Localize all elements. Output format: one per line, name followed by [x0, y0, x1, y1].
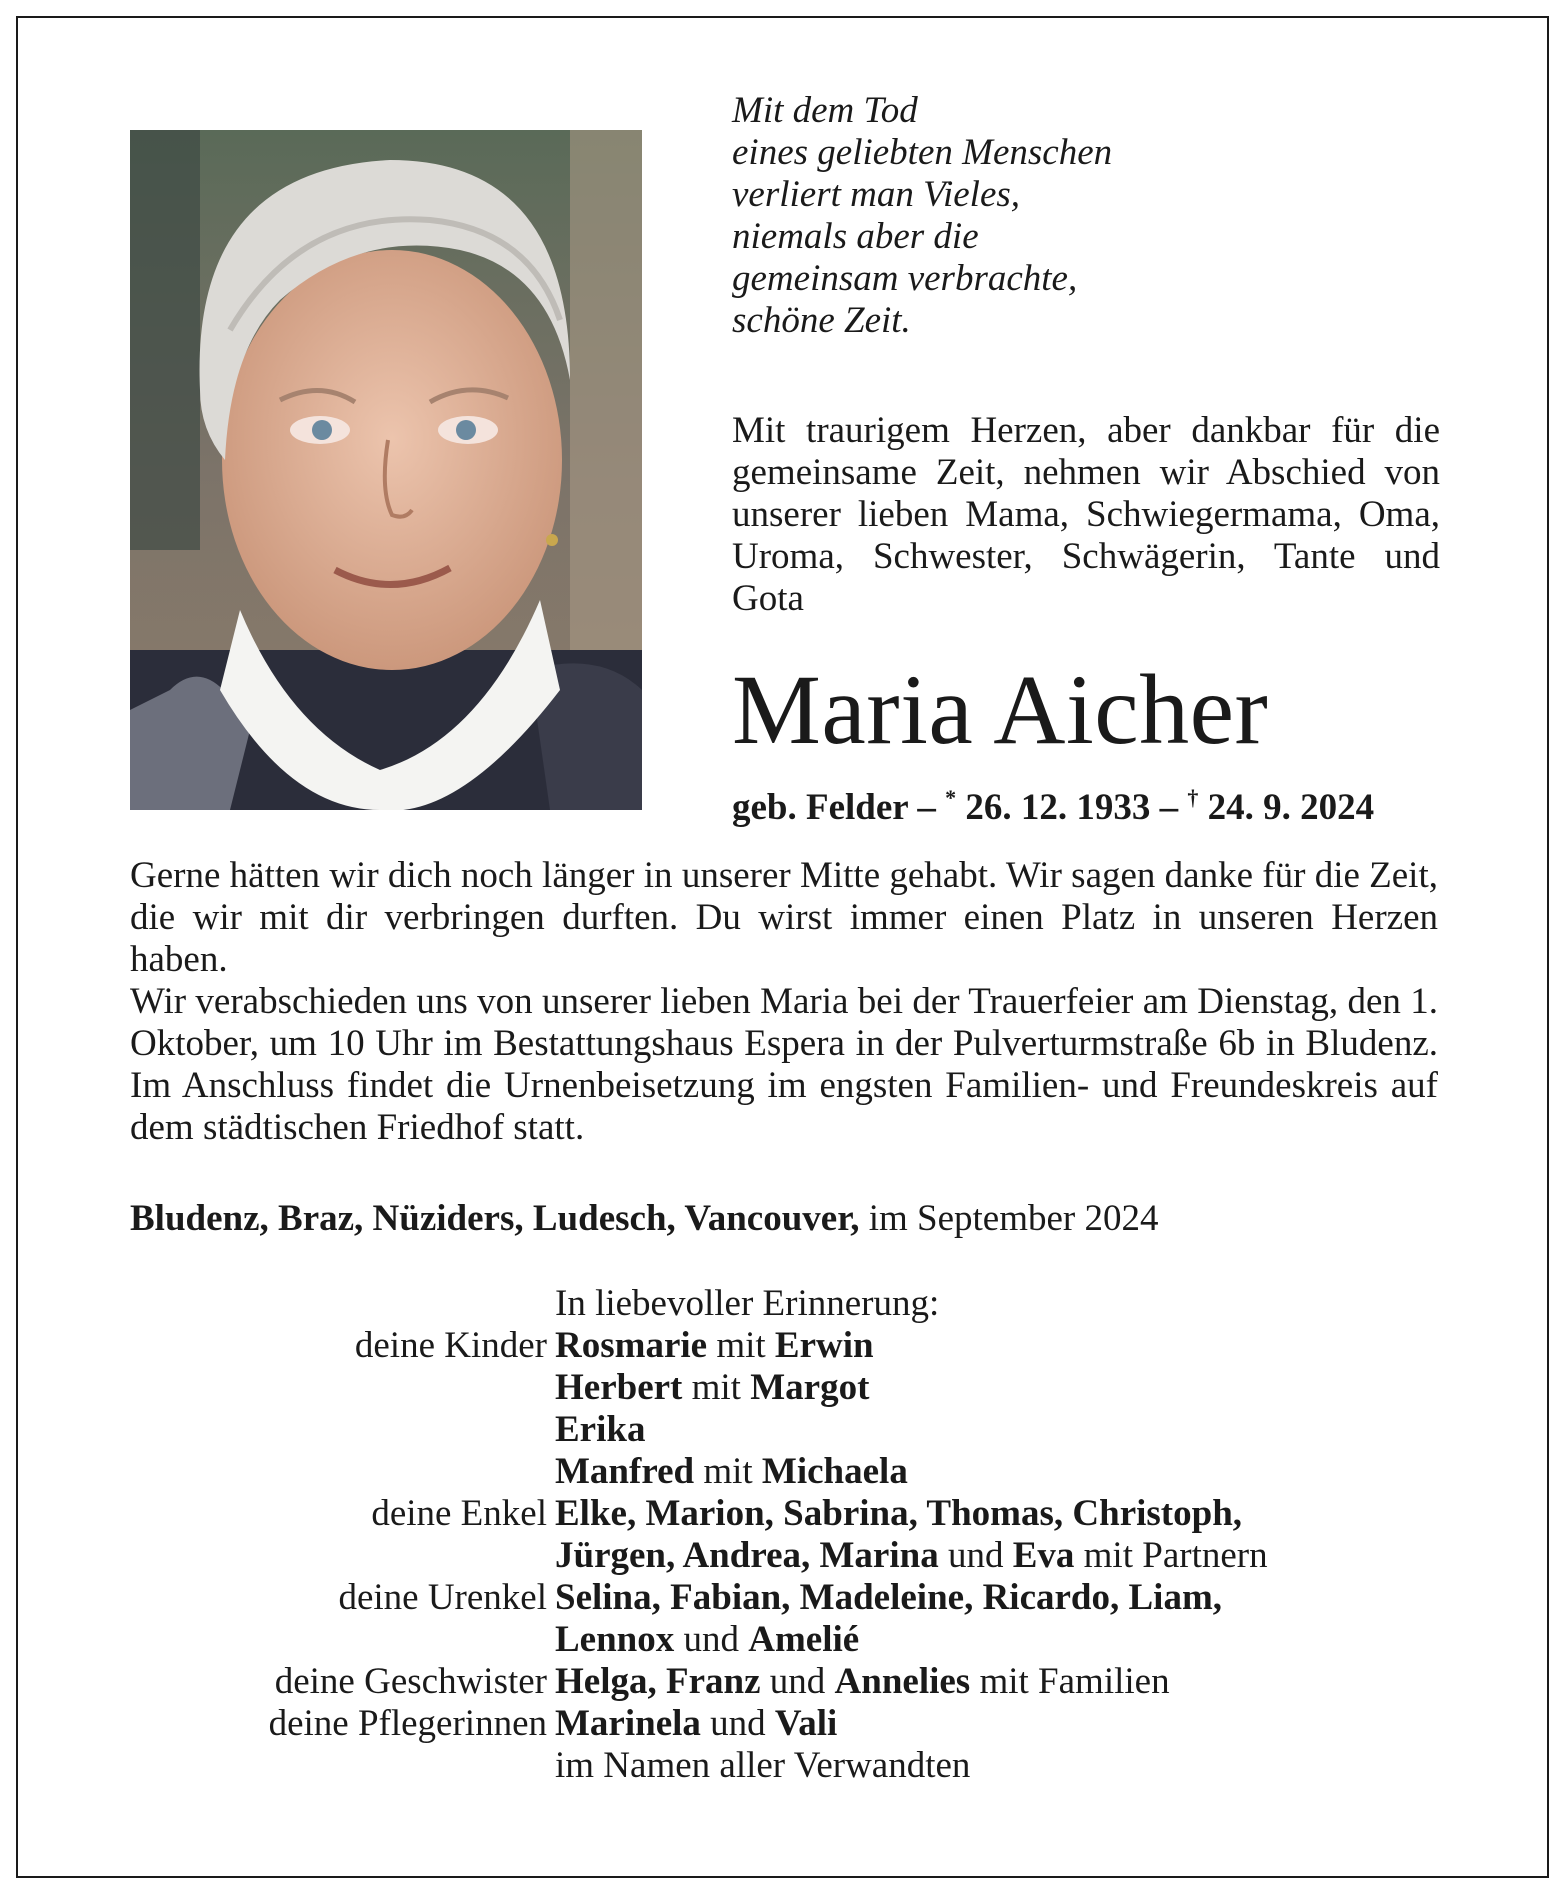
death-date: 24. 9. 2024 — [1198, 787, 1375, 828]
family-row — [130, 1619, 1450, 1661]
date-separator: – — [1150, 787, 1188, 828]
relatives-names — [555, 1619, 859, 1661]
family-row — [130, 1661, 1450, 1703]
poem-line: Mit dem Tod — [732, 90, 918, 131]
family-row — [130, 1451, 1450, 1493]
relative-name: Rosmarie — [555, 1325, 708, 1366]
poem-line: niemals aber die — [732, 216, 979, 257]
relative-name: Erwin — [774, 1325, 874, 1366]
body-paragraph: Gerne hätten wir dich noch länger in unserer Mitte gehabt. Wir sagen danke für die Zeit, die wir mit dir verbringen durften. Du wirst immer einen Platz in unseren Herzen haben. — [130, 855, 1438, 980]
relatives-names — [555, 1493, 1242, 1535]
relative-name: Margot — [750, 1367, 870, 1408]
relation-label: deine Pflegerinnen — [268, 1703, 547, 1744]
relation-label: deine Enkel — [371, 1493, 547, 1534]
birth-star-icon: * — [945, 785, 957, 810]
family-row — [130, 1325, 1450, 1367]
family-list — [130, 1283, 1450, 1787]
birth-date: 26. 12. 1933 — [956, 787, 1151, 828]
relative-name: Michaela — [761, 1451, 908, 1492]
family-row — [130, 1493, 1450, 1535]
relatives-names — [555, 1451, 908, 1493]
relative-name: Lennox — [555, 1619, 675, 1660]
relative-name: Selina, Fabian, Madeleine, Ricardo, Liam, — [555, 1577, 1223, 1618]
relatives-names — [555, 1535, 1268, 1577]
relative-name: Elke, Marion, Sabrina, Thomas, Christoph, — [555, 1493, 1243, 1534]
date-separator: – — [908, 787, 946, 828]
life-dates — [732, 776, 1374, 830]
relatives-names — [555, 1367, 869, 1409]
relative-name: Vali — [774, 1703, 838, 1744]
relation-label: deine Kinder — [354, 1325, 547, 1366]
relative-name: Marinela — [555, 1703, 701, 1744]
relation-label: deine Urenkel — [338, 1577, 547, 1618]
relative-name: Annelies — [834, 1661, 971, 1702]
family-row — [130, 1703, 1450, 1745]
relatives-names — [555, 1577, 1222, 1619]
relatives-names — [555, 1325, 874, 1367]
month-year: im September 2024 — [859, 1198, 1159, 1239]
connector-text: und — [674, 1619, 749, 1660]
connector-text: und — [760, 1661, 835, 1702]
relation-label — [130, 1619, 555, 1661]
relative-name: Jürgen, Andrea, Marina — [555, 1535, 939, 1576]
portrait-photo-icon — [130, 130, 642, 810]
relative-name: Eva — [1012, 1535, 1075, 1576]
connector-text: mit — [707, 1325, 775, 1366]
portrait-photo — [130, 130, 642, 810]
family-row — [130, 1409, 1450, 1451]
family-row — [130, 1367, 1450, 1409]
connector-text: mit Partnern — [1074, 1535, 1268, 1576]
relative-name: Manfred — [555, 1451, 695, 1492]
family-closing-row — [130, 1745, 1450, 1787]
family-heading-row — [130, 1283, 1450, 1325]
connector-text: mit — [694, 1451, 762, 1492]
family-rows — [130, 1325, 1450, 1745]
poem-line: gemeinsam verbrachte, — [732, 258, 1078, 299]
relatives-names — [555, 1409, 645, 1451]
body-paragraph: Wir verabschieden uns von unserer lieben Maria bei der Trauerfeier am Dienstag, den 1. Oktober, um 10 Uhr im Bestattungshaus Espera in der Pulverturmstraße 6b in Bludenz. Im Anschluss findet die Urnenbeisetzung im engsten Familien- und Freundeskreis auf dem städtischen Friedhof statt. — [130, 981, 1438, 1148]
relatives-names — [555, 1661, 1170, 1703]
poem-line: eines geliebten Menschen — [732, 132, 1113, 173]
obituary-body — [130, 855, 1438, 1149]
relation-label — [130, 1535, 555, 1577]
connector-text: mit Familien — [970, 1661, 1170, 1702]
connector-text: und — [700, 1703, 775, 1744]
place-and-date — [130, 1198, 1159, 1240]
memorial-poem — [732, 90, 1432, 342]
relation-label — [130, 1451, 555, 1493]
relative-name: Amelié — [748, 1619, 860, 1660]
poem-line: schöne Zeit. — [732, 300, 911, 341]
poem-line: verliert man Vieles, — [732, 174, 1021, 215]
relation-label — [130, 1367, 555, 1409]
relative-name: Helga, Franz — [555, 1661, 761, 1702]
connector-text: mit — [682, 1367, 751, 1408]
farewell-intro: Mit traurigem Herzen, aber dankbar für die gemeinsame Zeit, nehmen wir Abschied von unserer lieben Mama, Schwiegermama, Oma, Uroma, Schwester, Schwägerin, Tante und Gota — [732, 410, 1440, 619]
family-row — [130, 1577, 1450, 1619]
family-row — [130, 1535, 1450, 1577]
birth-name: geb. Felder — [732, 787, 909, 828]
death-cross-icon: † — [1187, 785, 1199, 810]
connector-text: und — [938, 1535, 1013, 1576]
family-heading: In liebevoller Erinnerung: — [555, 1283, 940, 1324]
deceased-name: Maria Aicher — [732, 654, 1269, 765]
places-list: Bludenz, Braz, Nüziders, Ludesch, Vancouver, — [130, 1198, 860, 1239]
relatives-names — [555, 1703, 837, 1745]
relative-name: Erika — [555, 1409, 646, 1450]
relation-label: deine Geschwister — [274, 1661, 547, 1702]
family-closing: im Namen aller Verwandten — [555, 1745, 971, 1786]
relation-label — [130, 1409, 555, 1451]
relative-name: Herbert — [555, 1367, 683, 1408]
